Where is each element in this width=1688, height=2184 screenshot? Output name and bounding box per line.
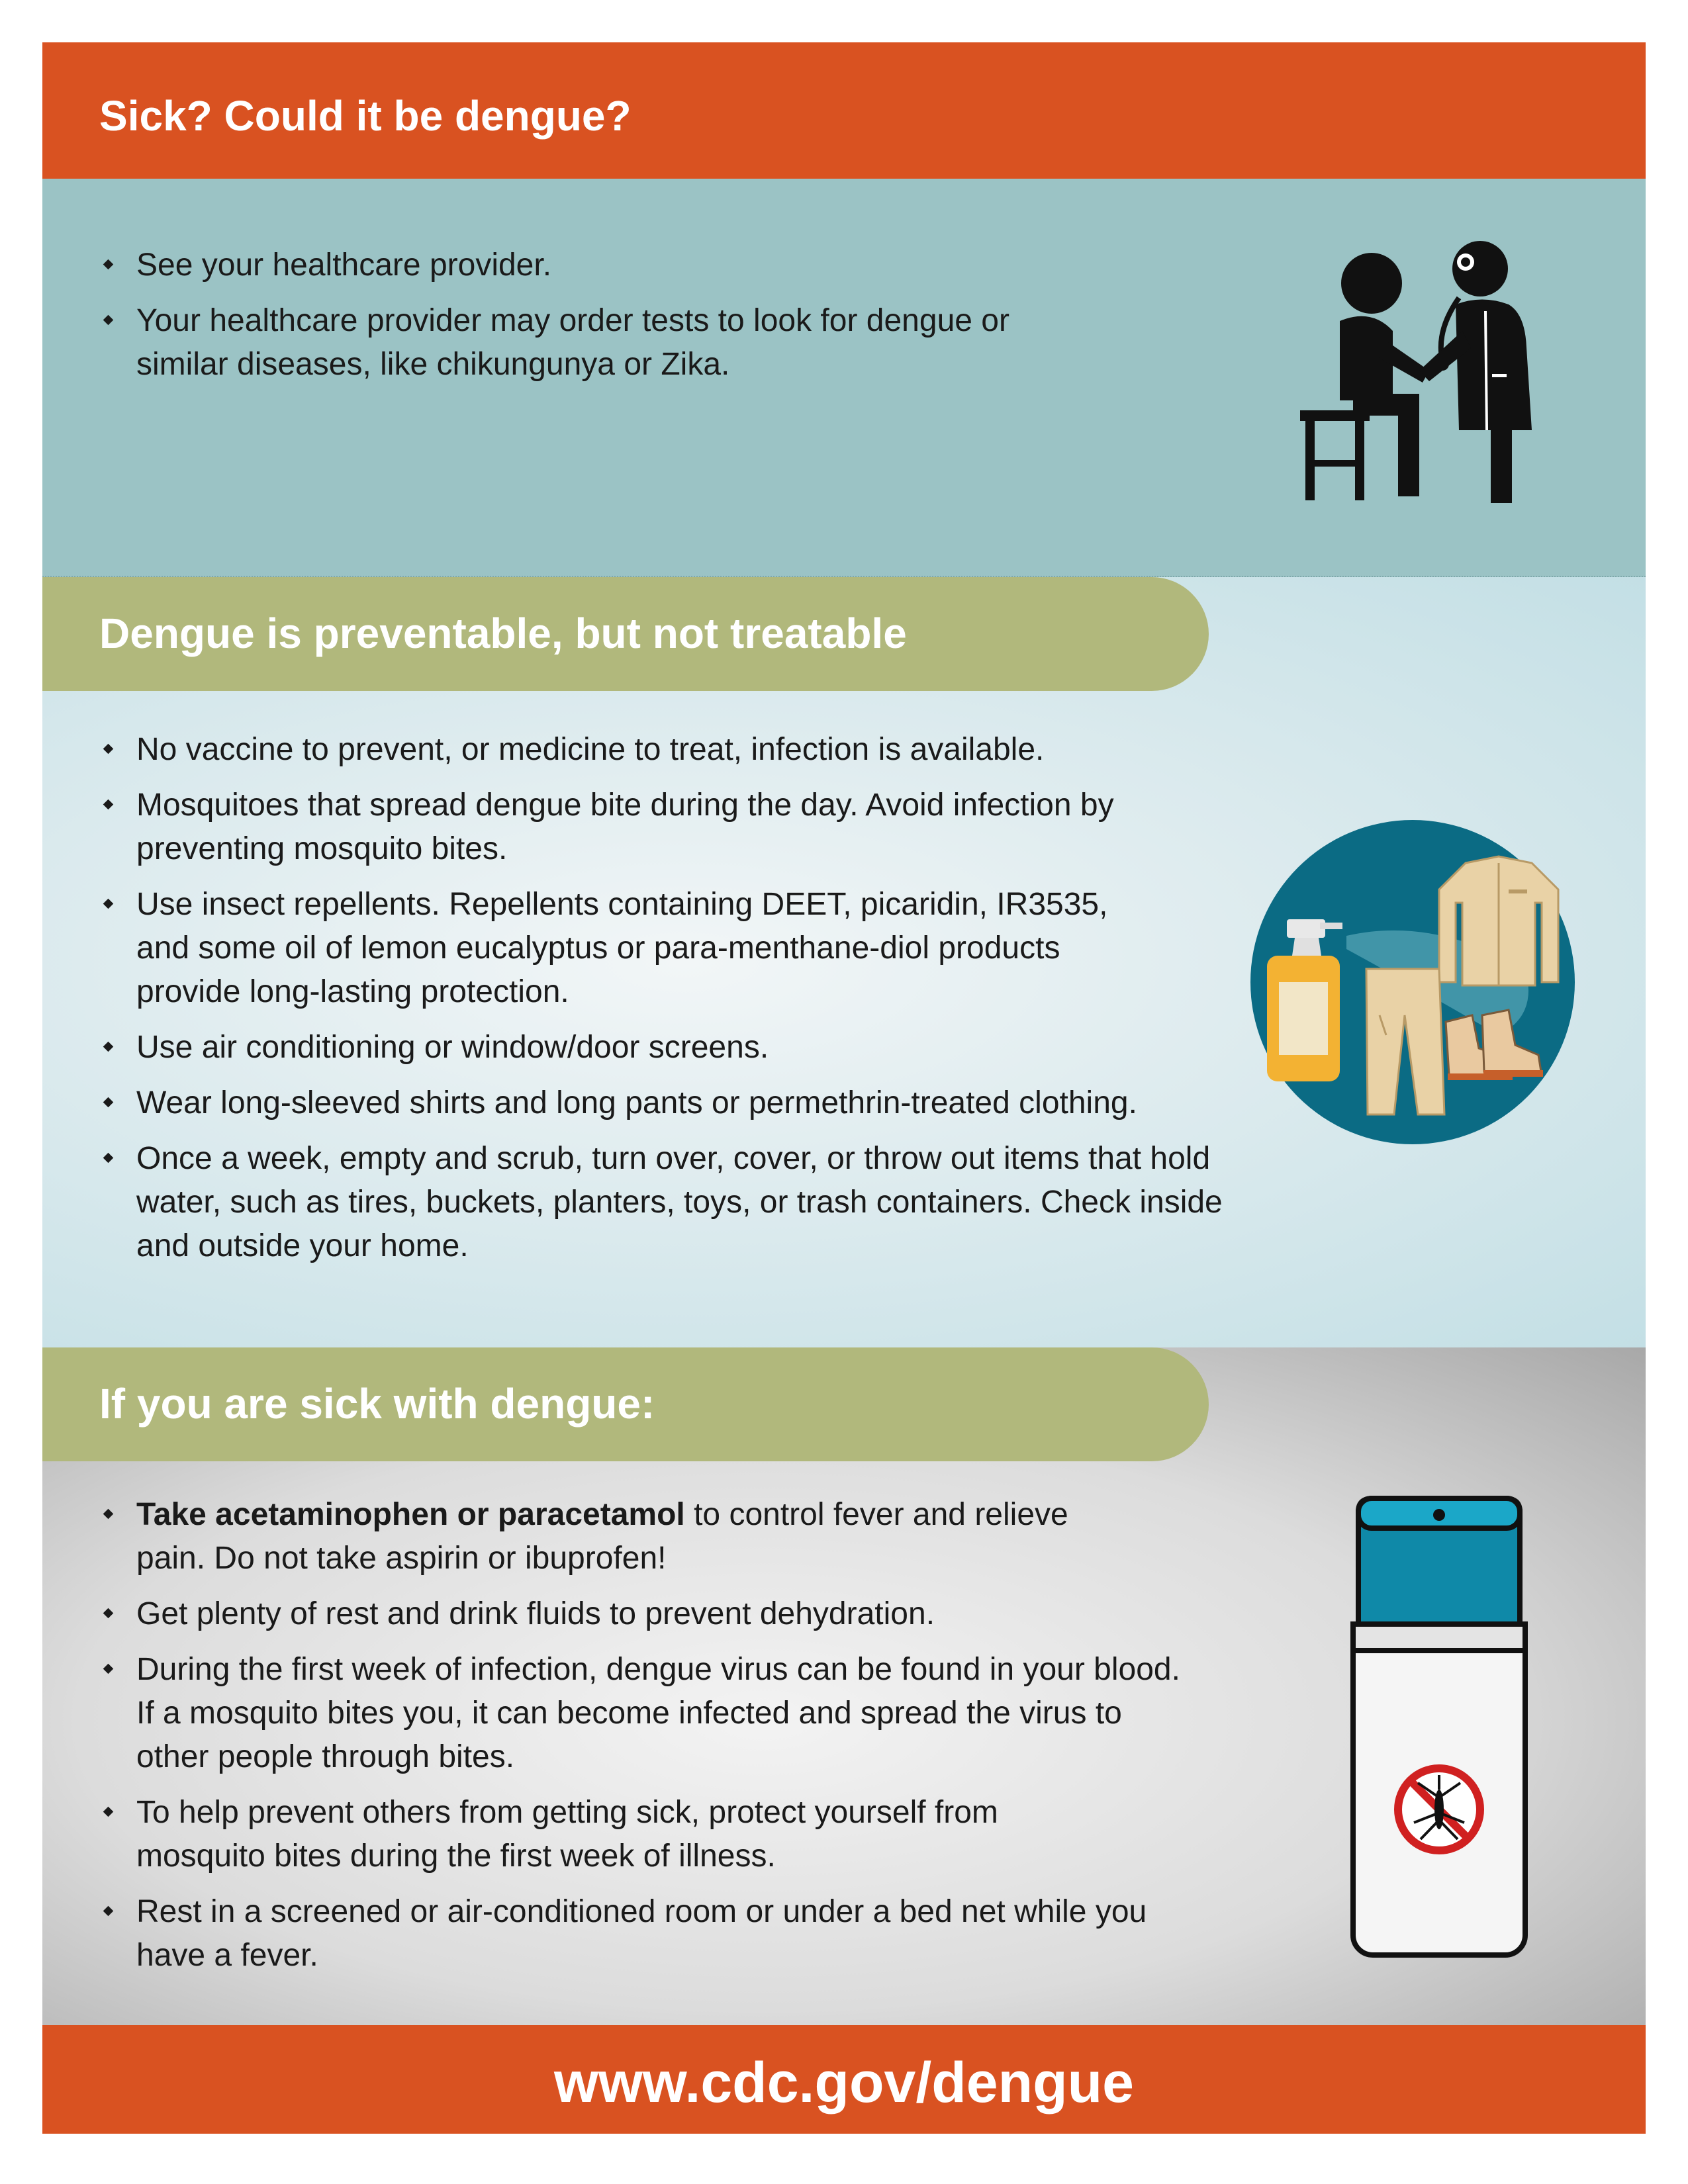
list-item: Use air conditioning or window/door screens. [99, 1026, 1291, 1069]
sick-heading-pill [42, 1347, 1209, 1461]
bullet-diamond-icon [103, 1042, 114, 1052]
flyer [42, 42, 1646, 2134]
list-item: See your healthcare provider. [99, 244, 1092, 287]
list-item: No vaccine to prevent, or medicine to treat, infection is available. [99, 728, 1291, 772]
bullet-diamond-icon [103, 1509, 114, 1520]
bullet-diamond-icon [103, 1608, 114, 1619]
header-banner [42, 42, 1646, 179]
sick-heading: If you are sick with dengue: [99, 1380, 655, 1428]
bullet-diamond-icon [103, 744, 114, 754]
bullet-diamond-icon [103, 1153, 114, 1163]
list-item: Take acetaminophen or paracetamol to control fever and relieve pain. Do not take aspirin or ibuprofen! [99, 1493, 1198, 1580]
list-item: Rest in a screened or air-conditioned room or under a bed net while you have a fever. [99, 1890, 1198, 1978]
list-item: During the first week of infection, dengue virus can be found in your blood. If a mosquito bites you, it can become infected and spread the virus to other people through bites. [99, 1648, 1198, 1779]
provider-bullet-list [99, 244, 1092, 398]
sick-bullet-list [99, 1493, 1198, 1989]
bullet-diamond-icon [103, 315, 114, 326]
list-item: Once a week, empty and scrub, turn over, cover, or throw out items that hold water, such as tires, buckets, planters, toys, or trash containers. Check inside and outside your home. [99, 1137, 1291, 1268]
list-item: Your healthcare provider may order tests to look for dengue or similar diseases, like chikungunya or Zika. [99, 299, 1092, 387]
bullet-diamond-icon [103, 1906, 114, 1917]
section-prevention [42, 577, 1646, 1347]
doctor-patient-icon [1293, 232, 1585, 510]
header-title: Sick? Could it be dengue? [99, 92, 632, 140]
list-item: Mosquitoes that spread dengue bite during the day. Avoid infection by preventing mosquito bites. [99, 784, 1291, 871]
section-see-provider [42, 179, 1646, 577]
footer-banner [42, 2025, 1646, 2134]
section-if-sick [42, 1347, 1646, 2025]
bullet-diamond-icon [103, 899, 114, 909]
prevention-heading: Dengue is preventable, but not treatable [99, 610, 907, 657]
bullet-diamond-icon [103, 1097, 114, 1108]
list-item: Wear long-sleeved shirts and long pants or permethrin-treated clothing. [99, 1081, 1291, 1125]
bullet-diamond-icon [103, 1664, 114, 1674]
bullet-diamond-icon [103, 799, 114, 810]
bullet-diamond-icon [103, 259, 114, 270]
prevention-bullet-list [99, 728, 1291, 1280]
prevention-heading-pill [42, 577, 1209, 691]
bullet-diamond-icon [103, 1807, 114, 1817]
repellent-spray-can-icon [1340, 1492, 1538, 1968]
bold-instruction: Take acetaminophen or paracetamol [136, 1497, 685, 1532]
repellent-clothing-icon [1247, 817, 1578, 1148]
list-item: Get plenty of rest and drink fluids to prevent dehydration. [99, 1592, 1198, 1636]
cdc-dengue-link[interactable]: www.cdc.gov/dengue [553, 2051, 1135, 2115]
list-item: Use insect repellents. Repellents containing DEET, picaridin, IR3535, and some oil of lemon eucalyptus or para-menthane-diol products provide long-lasting protection. [99, 883, 1291, 1014]
list-item: To help prevent others from getting sick, protect yourself from mosquito bites during the first week of illness. [99, 1791, 1198, 1878]
